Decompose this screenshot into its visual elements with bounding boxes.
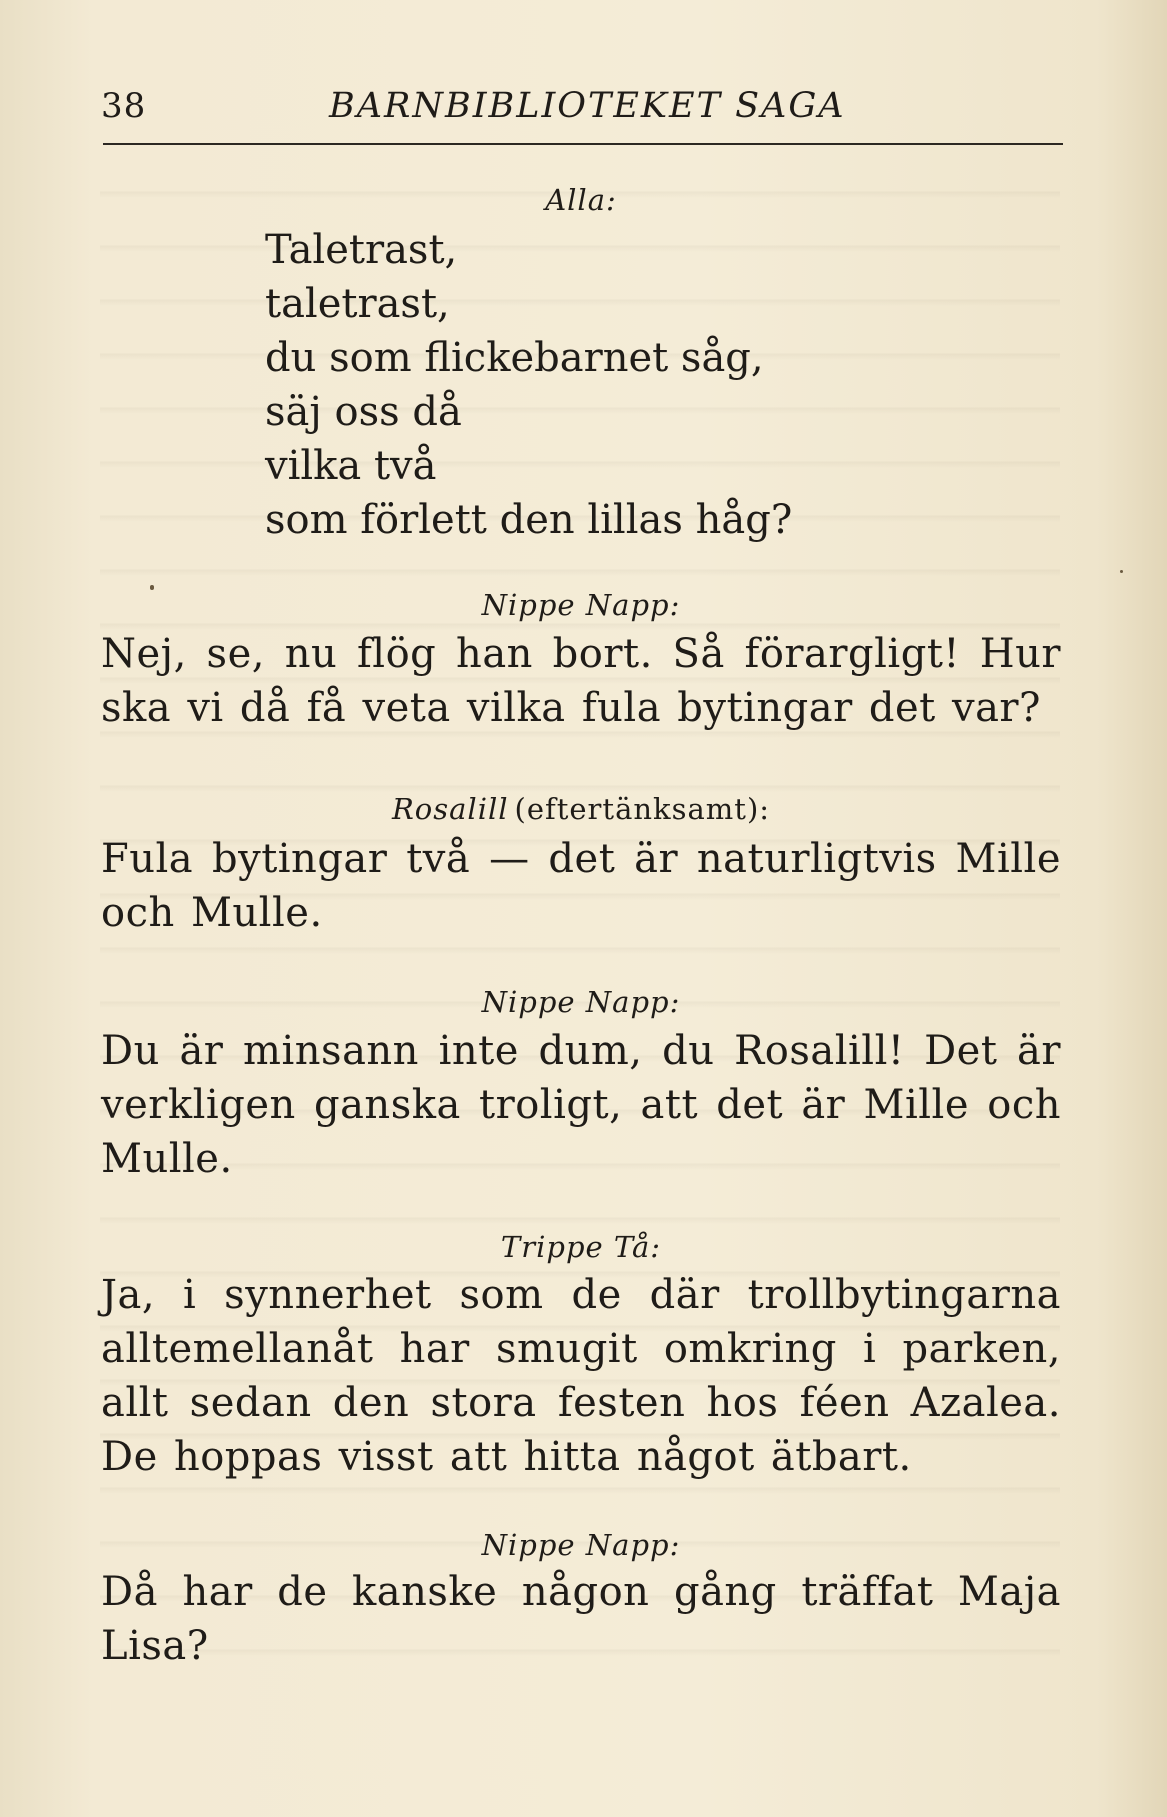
speaker-label: Nippe Napp:: [481, 588, 681, 622]
header-rule: [103, 143, 1063, 145]
running-title: BARNBIBLIOTEKET SAGA: [329, 86, 846, 126]
verse-line: säj oss då: [265, 389, 462, 435]
verse-line: du som flickebarnet såg,: [265, 335, 764, 381]
verse-line: vilka två: [265, 443, 437, 489]
stage-direction: (eftertänksamt):: [514, 792, 771, 826]
dialogue-paragraph: Ja, i synnerhet som de där trollbytingarna alltemellanåt har smugit omkring i parken, allt sedan den stora festen hos féen Azalea. De hoppas visst att hitta något ätbart.: [101, 1272, 1061, 1480]
speaker-name: Rosalill: [391, 792, 509, 826]
poem-verse: [265, 223, 792, 547]
dialogue-paragraph: Nej, se, nu flög han bort. Så förargligt! Hur ska vi då få veta vilka fula bytingar det var?: [101, 631, 1061, 731]
speaker-label: Nippe Napp:: [481, 985, 681, 1019]
dialogue-paragraph: Fula bytingar två — det är naturligtvis Mille och Mulle.: [101, 836, 1061, 936]
verse-line: taletrast,: [265, 281, 450, 327]
speaker-label: Nippe Napp:: [481, 1528, 681, 1562]
paper-speck: [1120, 570, 1123, 573]
speaker-label: Trippe Tå:: [500, 1230, 662, 1264]
paper-speck: [150, 585, 154, 590]
verse-line: Taletrast,: [265, 227, 458, 273]
page-header: [101, 86, 1061, 136]
page-number: 38: [101, 86, 147, 126]
verse-line: som förlett den lillas håg?: [265, 497, 793, 543]
speaker-label: [101, 792, 1061, 826]
speaker-label: Alla:: [545, 183, 617, 217]
dialogue-paragraph: Du är minsann inte dum, du Rosalill! Det är verkligen ganska troligt, att det är Mille och Mulle.: [101, 1028, 1061, 1182]
dialogue-paragraph: Då har de kanske någon gång träffat Maja Lisa?: [101, 1569, 1061, 1669]
